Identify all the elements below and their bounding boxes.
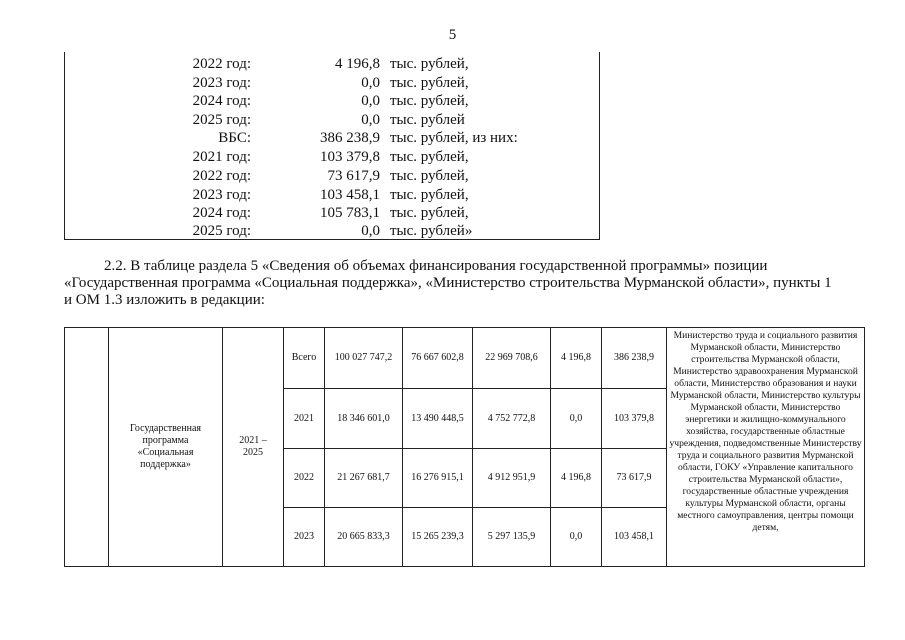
amount-cell: 103 379,8: [602, 389, 667, 449]
funding-row-label: 2021 год:: [192, 149, 251, 165]
year-cell: 2023: [284, 508, 325, 567]
paragraph-line-3: и ОМ 1.3 изложить в редакции:: [64, 292, 265, 308]
funding-row-unit: тыс. рублей,: [390, 149, 469, 165]
funding-row-amount: 386 238,9: [320, 130, 380, 146]
funding-row-label: 2024 год:: [192, 205, 251, 221]
paragraph-line-1: 2.2. В таблице раздела 5 «Сведения об объемах финансирования государственной программы» позиции: [104, 258, 768, 274]
amount-cell: 5 297 135,9: [473, 508, 551, 567]
total-cell: 18 346 601,0: [325, 389, 403, 449]
funding-row-amount: 4 196,8: [335, 56, 380, 72]
funding-row-label: 2023 год:: [192, 187, 251, 203]
funding-row-unit: тыс. рублей»: [390, 223, 473, 239]
funding-row-unit: тыс. рублей,: [390, 75, 469, 91]
funding-row-unit: тыс. рублей, из них:: [390, 130, 518, 146]
funding-row-label: 2022 год:: [192, 56, 251, 72]
executors-cell: Министерство труда и социального развития Мурманской области, Министерство строительства Мурманской области, Министерство здравоохранения Мурманской области, Министерство образования и науки Мурманской области, Министерство культуры Мурманской области, Министерство энергетики и жилищно-коммунального хозяйства, государственные областные учреждения, подведомственные Министерству труда и социального развития Мурманской области, ГОКУ «Управление капитального строительства Мурманской области», государственные областные учреждения культуры Мурманской области, органы местного самоуправления, центры помощи детям,: [667, 328, 865, 567]
funding-row-amount: 73 617,9: [327, 168, 380, 184]
funding-row-label: 2022 год:: [192, 168, 251, 184]
funding-row: [65, 55, 601, 74]
year-cell: 2022: [284, 449, 325, 508]
amount-cell: 0,0: [551, 389, 602, 449]
funding-row: [65, 186, 601, 205]
funding-row-label: 2025 год:: [192, 223, 251, 239]
funding-row: [65, 148, 601, 167]
funding-row: [65, 92, 601, 111]
funding-row-amount: 0,0: [361, 93, 380, 109]
funding-row: [65, 111, 601, 130]
funding-row-amount: 103 458,1: [320, 187, 380, 203]
total-cell: 100 027 747,2: [325, 328, 403, 389]
funding-row-unit: тыс. рублей: [390, 112, 465, 128]
amount-cell: 73 617,9: [602, 449, 667, 508]
funding-row-label: ВБС:: [218, 130, 251, 146]
page-number: 5: [448, 27, 457, 43]
funding-row: [65, 74, 601, 93]
funding-row: [65, 222, 601, 241]
funding-row-amount: 0,0: [361, 112, 380, 128]
funding-row: [65, 129, 601, 148]
empty-number-cell: [65, 328, 109, 567]
paragraph-line-2: «Государственная программа «Социальная поддержка», «Министерство строительства Мурманской области», пункты 1: [64, 275, 832, 291]
amount-cell: 15 265 239,3: [403, 508, 473, 567]
funding-row: [65, 167, 601, 186]
amount-cell: 4 196,8: [551, 449, 602, 508]
table-row: [65, 328, 865, 389]
funding-row-amount: 0,0: [361, 223, 380, 239]
amount-cell: 4 912 951,9: [473, 449, 551, 508]
amount-cell: 0,0: [551, 508, 602, 567]
program-name-cell: Государственная программа «Социальная поддержка»: [109, 328, 223, 567]
amount-cell: 13 490 448,5: [403, 389, 473, 449]
funding-row-unit: тыс. рублей,: [390, 187, 469, 203]
total-cell: 20 665 833,3: [325, 508, 403, 567]
funding-row-amount: 0,0: [361, 75, 380, 91]
funding-breakdown-box: [64, 52, 600, 240]
amendment-paragraph: [64, 258, 850, 309]
amount-cell: 22 969 708,6: [473, 328, 551, 389]
funding-row-unit: тыс. рублей,: [390, 205, 469, 221]
funding-row-unit: тыс. рублей,: [390, 56, 469, 72]
amount-cell: 386 238,9: [602, 328, 667, 389]
year-cell: 2021: [284, 389, 325, 449]
funding-row-label: 2025 год:: [192, 112, 251, 128]
funding-row-amount: 103 379,8: [320, 149, 380, 165]
amount-cell: 76 667 602,8: [403, 328, 473, 389]
funding-row: [65, 204, 601, 223]
period-cell: 2021 – 2025: [223, 328, 284, 567]
year-cell: Всего: [284, 328, 325, 389]
funding-row-unit: тыс. рублей,: [390, 93, 469, 109]
funding-row-amount: 105 783,1: [320, 205, 380, 221]
amount-cell: 16 276 915,1: [403, 449, 473, 508]
amount-cell: 103 458,1: [602, 508, 667, 567]
financing-table: [64, 327, 865, 567]
amount-cell: 4 752 772,8: [473, 389, 551, 449]
funding-row-label: 2023 год:: [192, 75, 251, 91]
amount-cell: 4 196,8: [551, 328, 602, 389]
funding-row-unit: тыс. рублей,: [390, 168, 469, 184]
funding-row-label: 2024 год:: [192, 93, 251, 109]
total-cell: 21 267 681,7: [325, 449, 403, 508]
